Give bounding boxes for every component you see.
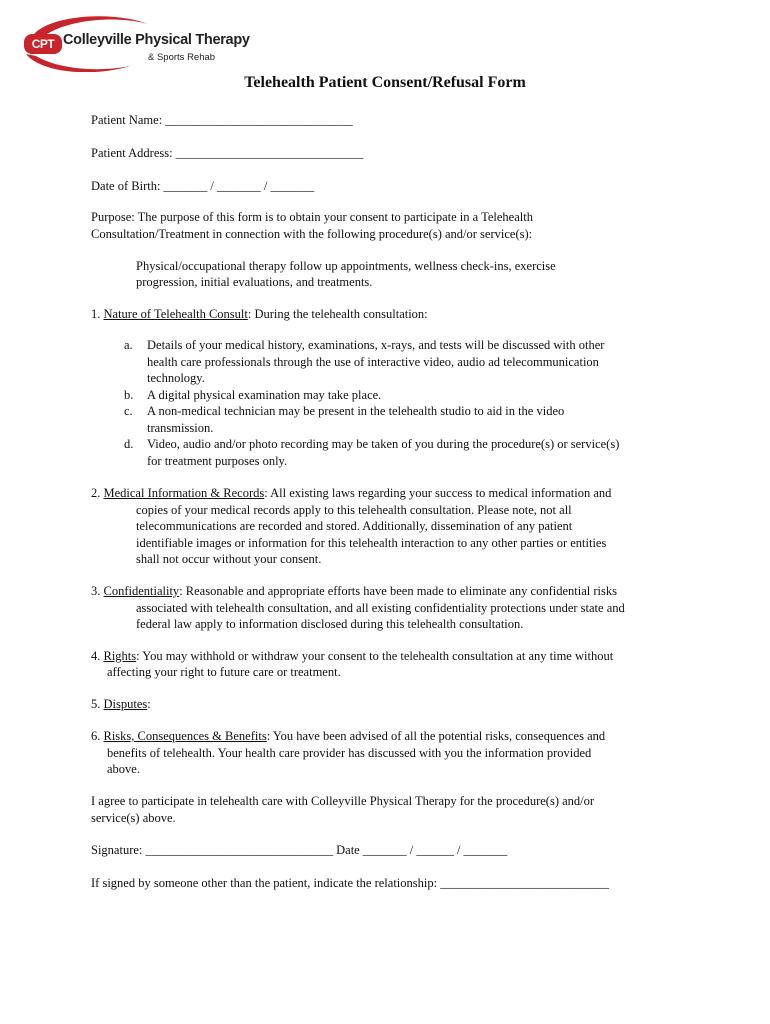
section-1-heading: Nature of Telehealth Consult bbox=[103, 307, 248, 321]
section-3-heading: Confidentiality bbox=[103, 584, 180, 598]
form-title: Telehealth Patient Consent/Refusal Form bbox=[244, 74, 526, 91]
patient-name-field[interactable]: Patient Name: ______________________________ bbox=[91, 113, 353, 127]
signature-date-field[interactable]: Signature: ______________________________ Date _______ / ______ / _______ bbox=[91, 843, 508, 857]
section-1-heading-line bbox=[91, 306, 428, 323]
section-1-number: 1. bbox=[91, 307, 101, 321]
list-marker-d: d. bbox=[124, 437, 134, 451]
section-5-heading-line bbox=[91, 696, 151, 713]
purpose-line-1: Purpose: The purpose of this form is to obtain your consent to participate in a Telehealth bbox=[91, 210, 533, 224]
list-marker-a: a. bbox=[124, 338, 133, 352]
section-3-heading-line bbox=[91, 583, 617, 600]
services-line-2: progression, initial evaluations, and treatments. bbox=[136, 275, 373, 289]
section-4-line-1: affecting your right to future care or treatment. bbox=[107, 665, 341, 679]
section-5-intro: : bbox=[147, 697, 151, 711]
purpose-line-2: Consultation/Treatment in connection with the following procedure(s) and/or service(s): bbox=[91, 227, 533, 241]
item-c-line-1: A non-medical technician may be present in the telehealth studio to aid in the video bbox=[147, 404, 565, 418]
section-6-line-1: benefits of telehealth. Your health care provider has discussed with you the information provided bbox=[107, 746, 592, 760]
item-b-line-1: A digital physical examination may take place. bbox=[147, 388, 382, 402]
section-6-number: 6. bbox=[91, 729, 101, 743]
section-6-intro: : You have been advised of all the potential risks, consequences and bbox=[266, 729, 606, 743]
section-2-intro: : All existing laws regarding your success to medical information and bbox=[264, 486, 612, 500]
list-marker-c: c. bbox=[124, 404, 133, 418]
section-4-intro: : You may withhold or withdraw your consent to the telehealth consultation at any time without bbox=[136, 649, 614, 663]
list-marker-b: b. bbox=[124, 388, 134, 402]
section-2-line-2: telecommunications are recorded and stored. Additionally, dissemination of any patient bbox=[136, 519, 573, 533]
section-2-heading-line bbox=[91, 485, 611, 502]
logo-company-name: Colleyville Physical Therapy bbox=[63, 32, 250, 48]
company-logo bbox=[20, 12, 250, 72]
section-2-line-4: shall not occur without your consent. bbox=[136, 552, 322, 566]
section-2-line-3: identifiable images or information for this telehealth interaction to any other parties or entities bbox=[136, 536, 607, 550]
agreement-line-2: service(s) above. bbox=[91, 811, 176, 825]
relationship-field[interactable]: If signed by someone other than the patient, indicate the relationship: ___________________________ bbox=[91, 876, 609, 890]
section-6-heading-line bbox=[91, 728, 605, 745]
section-3-line-1: associated with telehealth consultation, and all existing confidentiality protections under state and bbox=[136, 601, 625, 615]
logo-subtitle: & Sports Rehab bbox=[148, 52, 216, 63]
section-3-line-2: federal law apply to information disclosed during this telehealth consultation. bbox=[136, 617, 524, 631]
section-4-heading-line bbox=[91, 648, 613, 665]
item-d-line-1: Video, audio and/or photo recording may be taken of you during the procedure(s) or service(s) bbox=[147, 437, 620, 451]
section-5-heading: Disputes bbox=[103, 697, 148, 711]
item-a-line-1: Details of your medical history, examinations, x-rays, and tests will be discussed with other bbox=[147, 338, 605, 352]
section-2-number: 2. bbox=[91, 486, 101, 500]
section-6-line-2: above. bbox=[107, 762, 140, 776]
services-line-1: Physical/occupational therapy follow up appointments, wellness check-ins, exercise bbox=[136, 259, 556, 273]
section-6-heading: Risks, Consequences & Benefits bbox=[103, 729, 267, 743]
agreement-line-1: I agree to participate in telehealth care with Colleyville Physical Therapy for the procedure(s) and/or bbox=[91, 794, 595, 808]
section-2-line-1: copies of your medical records apply to this telehealth consultation. Please note, not all bbox=[136, 503, 572, 517]
item-a-line-2: health care professionals through the use of interactive video, audio ad telecommunication bbox=[147, 355, 599, 369]
section-4-heading: Rights bbox=[103, 649, 137, 663]
section-5-number: 5. bbox=[91, 697, 101, 711]
section-1-intro: : During the telehealth consultation: bbox=[247, 307, 428, 321]
date-of-birth-field[interactable]: Date of Birth: _______ / _______ / _______ bbox=[91, 179, 315, 193]
section-2-heading: Medical Information & Records bbox=[103, 486, 265, 500]
item-a-line-3: technology. bbox=[147, 371, 205, 385]
patient-address-field[interactable]: Patient Address: ______________________________ bbox=[91, 146, 364, 160]
item-d-line-2: for treatment purposes only. bbox=[147, 454, 288, 468]
logo-badge: CPT bbox=[24, 34, 62, 54]
section-3-intro: : Reasonable and appropriate efforts have been made to eliminate any confidential risks bbox=[179, 584, 617, 598]
section-3-number: 3. bbox=[91, 584, 101, 598]
item-c-line-2: transmission. bbox=[147, 421, 214, 435]
section-4-number: 4. bbox=[91, 649, 101, 663]
